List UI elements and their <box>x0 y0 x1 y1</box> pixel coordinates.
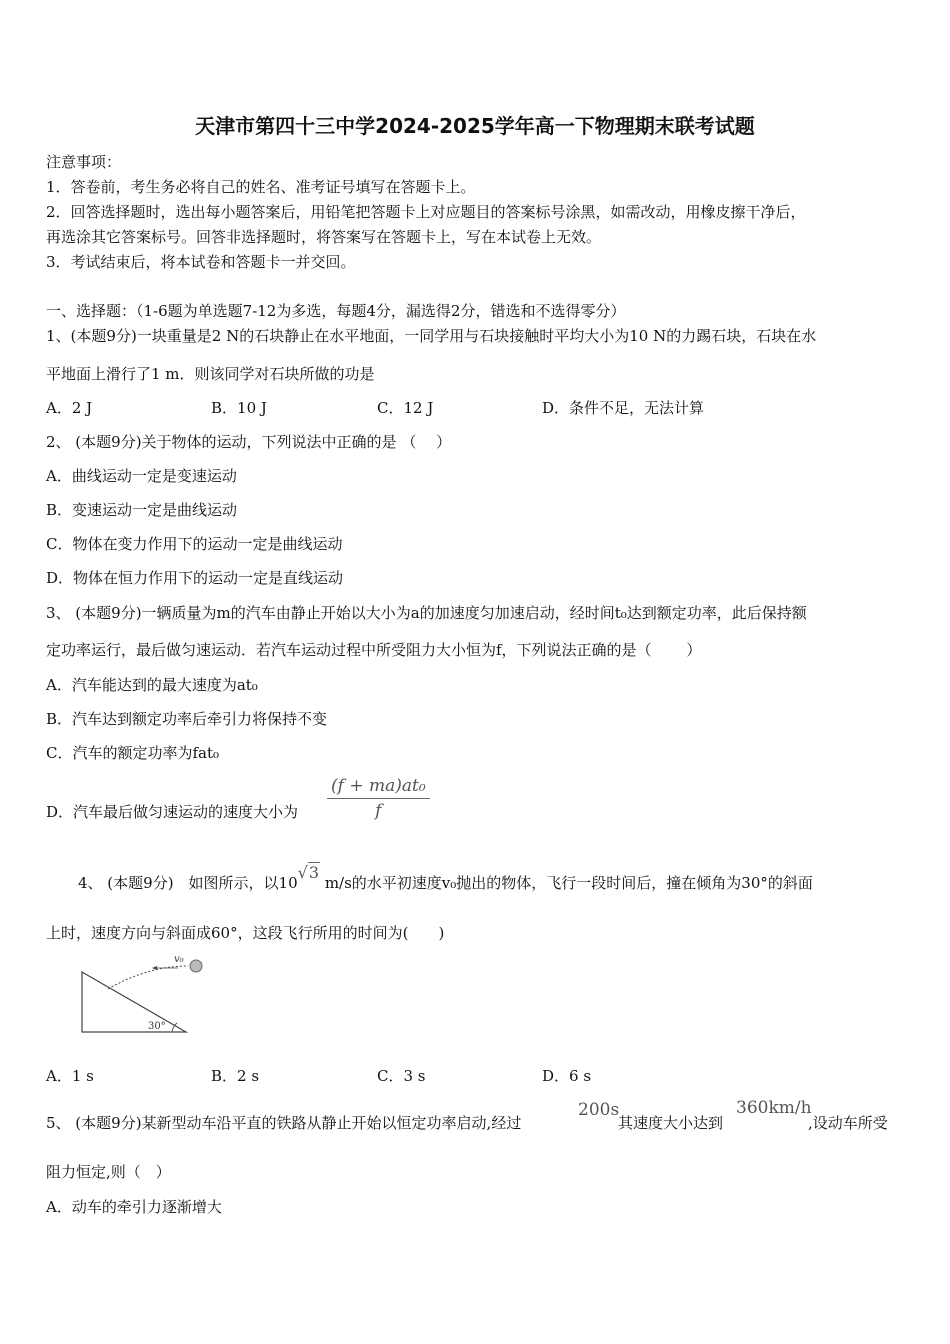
formula-denominator: f <box>375 801 382 821</box>
q3-option-b: B．汽车达到额定功率后牵引力将保持不变 <box>46 710 328 728</box>
notice-heading: 注意事项： <box>46 153 122 171</box>
q5-prefix: 5、 (本题9分)某新型动车沿平直的铁路从静止开始以恒定功率启动,经过 <box>46 1114 522 1132</box>
q5-time-value: 200s <box>578 1100 620 1120</box>
ball <box>190 960 202 972</box>
notice-item: 再选涂其它答案标号。回答非选择题时，将答案写在答题卡上，写在本试卷上无效。 <box>46 228 602 246</box>
section-heading: 一、选择题：（1-6题为单选题7-12为多选，每题4分，漏选得2分，错选和不选得零分） <box>46 302 626 320</box>
q5-suffix: ,设动车所受 <box>808 1114 888 1132</box>
q1-stem-line1: 1、(本题9分)一块重量是2 N的石块静止在水平地面，一同学用与石块接触时平均大小为10 N的力踢石块，石块在水 <box>46 327 817 345</box>
angle-label: 30° <box>148 1021 166 1032</box>
velocity-label: v₀ <box>174 954 184 965</box>
q4-option-b: B．2 s <box>211 1067 260 1085</box>
q2-option-b: B．变速运动一定是曲线运动 <box>46 501 238 519</box>
q3-formula <box>327 776 430 821</box>
notice-item: 2．回答选择题时，选出每小题答案后，用铅笔把答题卡上对应题目的答案标号涂黑，如需改动，用橡皮擦干净后， <box>46 203 806 221</box>
q5-speed-value: 360km/h <box>736 1098 812 1118</box>
q4-option-c: C．3 s <box>377 1067 426 1085</box>
q1-option-c: C．12 J <box>377 399 434 417</box>
sqrt-symbol: √3 <box>297 863 320 882</box>
notice-item: 3．考试结束后，将本试卷和答题卡一并交回。 <box>46 253 356 271</box>
q4-stem-line1 <box>78 863 813 893</box>
q3-stem-line2: 定功率运行，最后做匀速运动．若汽车运动过程中所受阻力大小恒为f，下列说法正确的是（ ） <box>46 641 702 659</box>
q5-stem-line2: 阻力恒定,则（ ） <box>46 1163 171 1181</box>
q4-suffix: m/s的水平初速度v₀抛出的物体，飞行一段时间后，撞在倾角为30°的斜面 <box>320 874 813 892</box>
incline-triangle <box>82 972 186 1032</box>
q1-option-a: A．2 J <box>46 399 93 417</box>
q2-stem: 2、 (本题9分)关于物体的运动，下列说法中正确的是 （ ） <box>46 433 452 451</box>
q1-stem-line2: 平地面上滑行了1 m．则该同学对石块所做的功是 <box>46 365 375 383</box>
q3-stem-line1: 3、 (本题9分)一辆质量为m的汽车由静止开始以大小为a的加速度匀加速启动，经时间t₀达到额定功率，此后保持额 <box>46 604 807 622</box>
q2-option-d: D．物体在恒力作用下的运动一定是直线运动 <box>46 569 344 587</box>
q1-option-b: B．10 J <box>211 399 267 417</box>
q3-option-c: C．汽车的额定功率为fat₀ <box>46 744 220 762</box>
q4-prefix: 4、 (本题9分) 如图所示，以10 <box>78 874 298 892</box>
sqrt-radicand: 3 <box>308 863 320 882</box>
q5-option-a: A．动车的牵引力逐渐增大 <box>46 1198 222 1216</box>
q4-option-a: A．1 s <box>46 1067 94 1085</box>
q3-option-a: A．汽车能达到的最大速度为at₀ <box>46 676 258 694</box>
q3-option-d: D．汽车最后做匀速运动的速度大小为 <box>46 803 299 821</box>
arrow-head <box>152 966 157 970</box>
q2-option-c: C．物体在变力作用下的运动一定是曲线运动 <box>46 535 343 553</box>
page-title: 天津市第四十三中学2024-2025学年高一下物理期末联考试题 <box>195 114 755 138</box>
q4-stem-line2: 上时，速度方向与斜面成60°，这段飞行所用的时间为( ) <box>46 924 445 942</box>
q4-incline-figure <box>78 948 218 1038</box>
q5-mid: 其速度大小达到 <box>618 1114 724 1132</box>
formula-numerator: (f + ma)at₀ <box>327 776 430 799</box>
q4-option-d: D．6 s <box>542 1067 592 1085</box>
q2-option-a: A．曲线运动一定是变速运动 <box>46 467 237 485</box>
q1-option-d: D．条件不足，无法计算 <box>542 399 705 417</box>
notice-item: 1．答卷前，考生务必将自己的姓名、准考证号填写在答题卡上。 <box>46 178 476 196</box>
trajectory-curve <box>108 966 188 989</box>
